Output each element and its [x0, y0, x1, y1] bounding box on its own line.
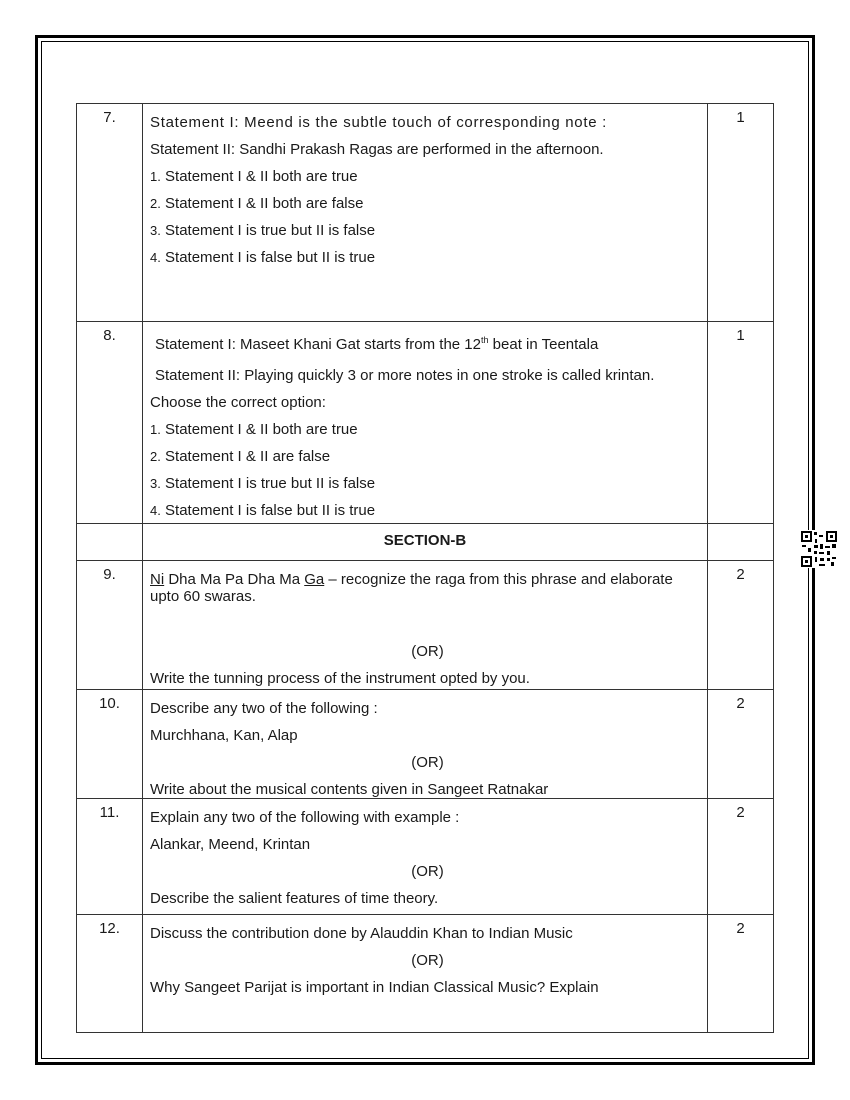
question-marks: 2 [708, 690, 774, 799]
choose-instruction: Choose the correct option: [150, 394, 326, 411]
question-text: Ni Dha Ma Pa Dha Ma Ga – recognize the raga from this phrase and elaborate upto 60 swaras. [150, 571, 673, 605]
statement-1: Statement I: Meend is the subtle touch of corresponding note : [150, 114, 607, 131]
question-text: Describe any two of the following : [150, 700, 378, 717]
or-separator: (OR) [411, 643, 444, 660]
or-separator: (OR) [411, 863, 444, 880]
question-number: 7. [77, 104, 143, 322]
statement-2: Statement II: Sandhi Prakash Ragas are performed in the afternoon. [150, 141, 604, 158]
question-body [143, 915, 708, 1033]
question-number: 11. [77, 799, 143, 915]
question-number: 12. [77, 915, 143, 1033]
question-body [143, 799, 708, 915]
question-body [143, 690, 708, 799]
question-marks: 2 [708, 915, 774, 1033]
question-number: 9. [77, 561, 143, 690]
question-marks: 2 [708, 561, 774, 690]
question-items: Murchhana, Kan, Alap [150, 727, 298, 744]
option-2: 2. Statement I & II are false [150, 448, 331, 465]
table-row [77, 799, 774, 915]
qr-code-icon [800, 530, 838, 568]
alternative-question: Write the tunning process of the instrument opted by you. [150, 670, 530, 687]
alternative-question: Describe the salient features of time theory. [150, 890, 439, 907]
section-heading: SECTION-B [143, 524, 708, 561]
table-row [77, 322, 774, 524]
statement-1: Statement I: Maseet Khani Gat starts from the 12th beat in Teentala [155, 335, 599, 353]
table-row [77, 561, 774, 690]
option-3: 3. Statement I is true but II is false [150, 475, 376, 492]
question-items: Alankar, Meend, Krintan [150, 836, 311, 853]
empty-cell [77, 524, 143, 561]
table-row [77, 104, 774, 322]
question-marks: 1 [708, 104, 774, 322]
question-body [143, 104, 708, 322]
table-row [77, 524, 774, 561]
table-row [77, 915, 774, 1033]
option-2: 2. Statement I & II both are false [150, 195, 364, 212]
or-separator: (OR) [411, 952, 444, 969]
question-table [76, 103, 774, 1033]
option-4: 4. Statement I is false but II is true [150, 502, 376, 519]
question-number: 8. [77, 322, 143, 524]
option-3: 3. Statement I is true but II is false [150, 222, 376, 239]
question-body [143, 561, 708, 690]
option-4: 4. Statement I is false but II is true [150, 249, 376, 266]
question-body [143, 322, 708, 524]
question-text: Discuss the contribution done by Alauddin Khan to Indian Music [150, 925, 573, 942]
option-1: 1. Statement I & II both are true [150, 421, 358, 438]
option-1: 1. Statement I & II both are true [150, 168, 358, 185]
question-number: 10. [77, 690, 143, 799]
or-separator: (OR) [411, 754, 444, 771]
alternative-question: Why Sangeet Parijat is important in Indian Classical Music? Explain [150, 979, 599, 996]
question-marks: 1 [708, 322, 774, 524]
empty-cell [708, 524, 774, 561]
question-text: Explain any two of the following with example : [150, 809, 460, 826]
statement-2: Statement II: Playing quickly 3 or more notes in one stroke is called krintan. [155, 367, 655, 384]
alternative-question: Write about the musical contents given in Sangeet Ratnakar [150, 781, 549, 798]
question-marks: 2 [708, 799, 774, 915]
table-row [77, 690, 774, 799]
